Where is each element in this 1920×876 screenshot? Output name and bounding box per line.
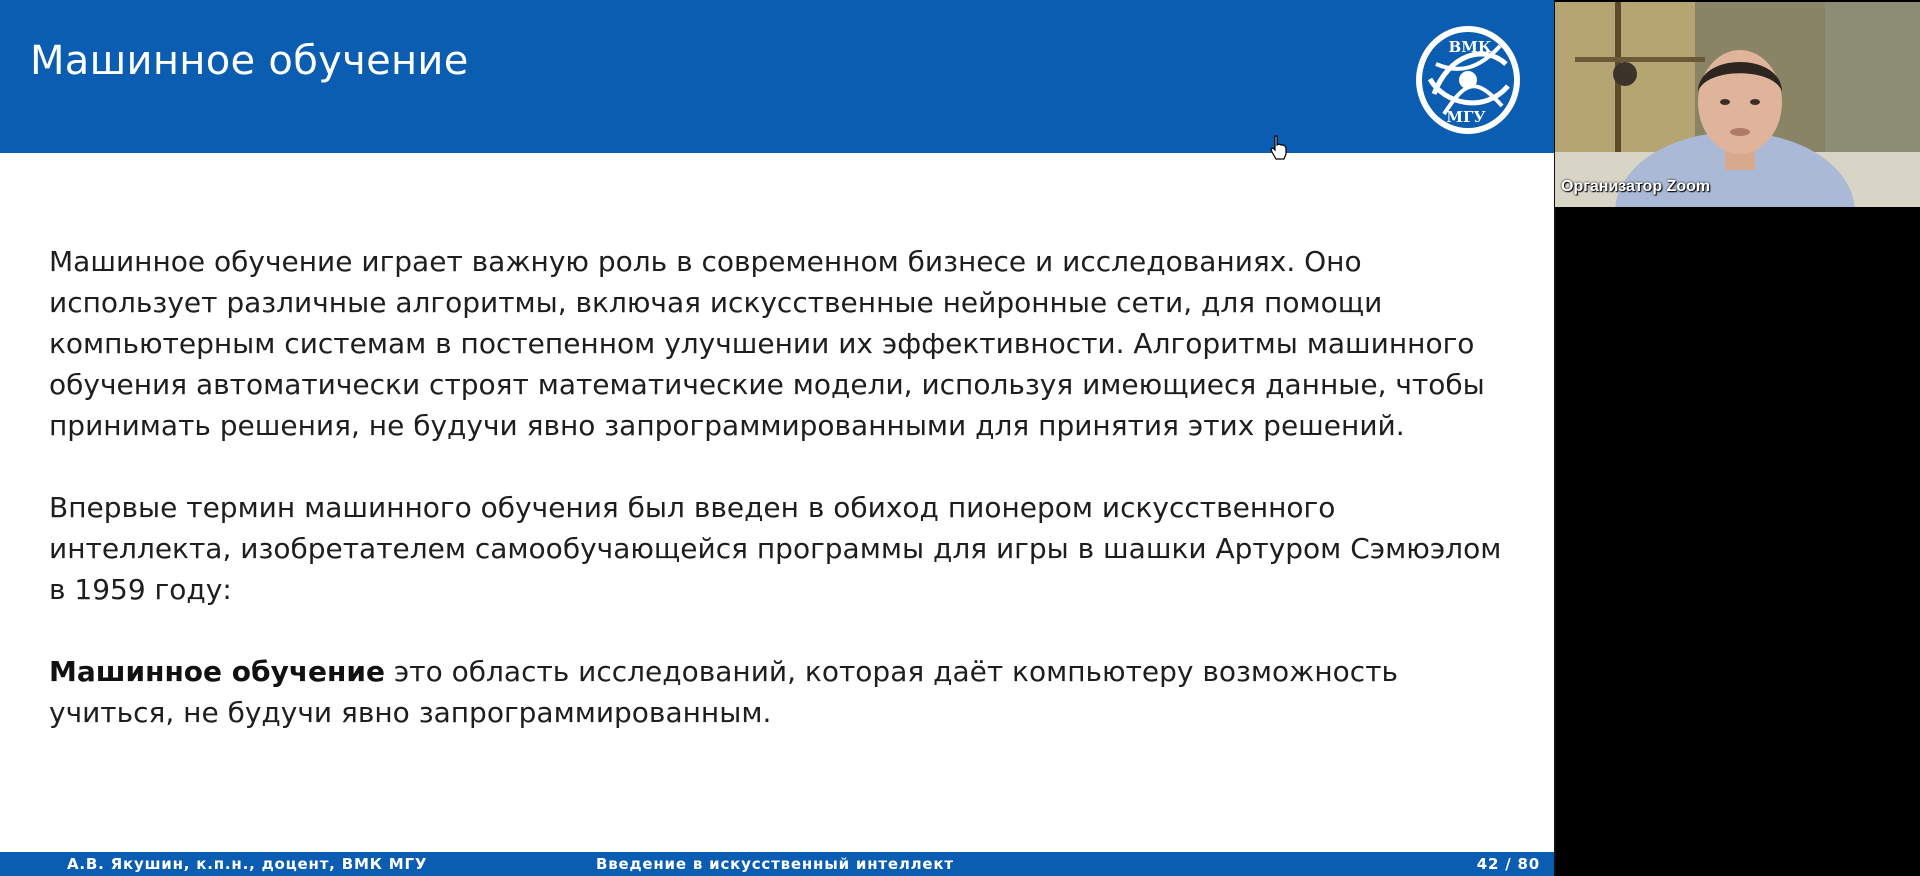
footer-author: А.В. Якушин, к.п.н., доцент, ВМК МГУ — [67, 855, 428, 873]
slide-body — [49, 241, 1509, 774]
footer-page-number: 42 / 80 — [1476, 855, 1540, 873]
slide-footer — [0, 852, 1554, 876]
footer-course-title: Введение в искусственный интеллект — [596, 855, 954, 873]
hand-cursor-icon — [1270, 135, 1288, 161]
logo-text-bottom: МГУ — [1446, 108, 1486, 126]
definition-term: Машинное обучение — [49, 655, 385, 688]
definition-text: это область исследований, которая даёт компьютеру возможность учиться, не будучи явно запрограммированным. — [49, 655, 1399, 729]
slide-header — [0, 0, 1554, 153]
logo-text-top: ВМК — [1448, 38, 1492, 56]
definition-paragraph — [49, 651, 1509, 733]
slide-paragraph: Впервые термин машинного обучения был введен в обиход пионером искусственного интеллекта, изобретателем самообучающейся программы для игры в шашки Артуром Сэмюэлом в 1959 году: — [49, 491, 1502, 606]
participant-video-icon — [1555, 2, 1920, 207]
vmk-msu-logo-icon — [1414, 24, 1522, 136]
slide-paragraph: Машинное обучение играет важную роль в современном бизнесе и исследованиях. Оно использует различные алгоритмы, включая искусственные нейронные сети, для помощи компьютерным системам в постепенном улучшении их эффективности. Алгоритмы машинного обучения автоматически строят математические модели, используя имеющиеся данные, чтобы принимать решения, не будучи явно запрограммированными для принятия этих решений. — [49, 245, 1485, 442]
participant-name-label: Организатор Zoom — [1561, 178, 1711, 195]
participant-video-tile[interactable] — [1555, 2, 1920, 207]
slide-title: Машинное обучение — [30, 38, 469, 84]
